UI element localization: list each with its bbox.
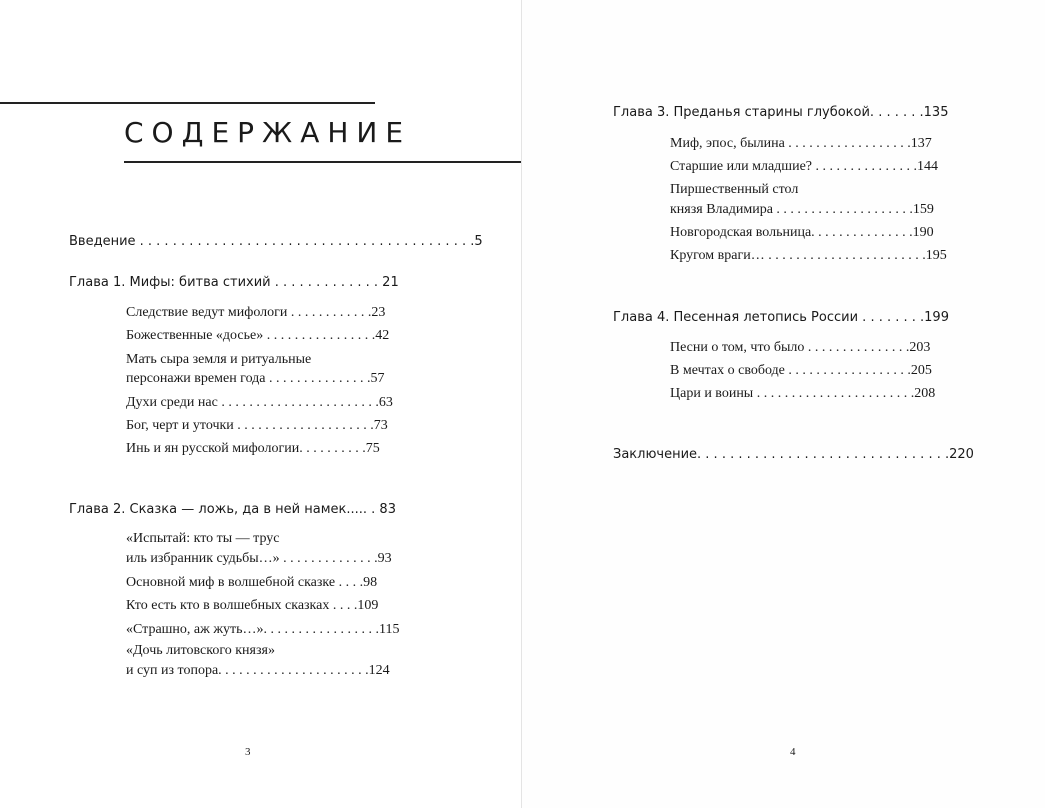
- toc-entry: Старшие или младшие? . . . . . . . . . . . . . . .144: [670, 159, 938, 174]
- page-title: СОДЕРЖАНИЕ: [124, 116, 412, 149]
- top-rule: [0, 102, 375, 104]
- page-number: 3: [245, 746, 251, 758]
- toc-entry: Цари и воины . . . . . . . . . . . . . . . . . . . . . . .208: [670, 386, 936, 401]
- title-underline: [124, 161, 521, 163]
- toc-entry: «Страшно, аж жуть…». . . . . . . . . . . . . . . . .115: [126, 622, 400, 637]
- toc-entry: Основной миф в волшебной сказке . . . .98: [126, 575, 378, 590]
- toc-entry: Новгородская вольница. . . . . . . . . . . . . . .190: [670, 225, 934, 240]
- toc-entry: «Дочь литовского князя»: [126, 643, 275, 658]
- toc-entry: и суп из топора. . . . . . . . . . . . . . . . . . . . . .124: [126, 663, 390, 678]
- toc-entry: князя Владимира . . . . . . . . . . . . . . . . . . . .159: [670, 202, 934, 217]
- toc-chapter-1: Глава 1. Мифы: битва стихий . . . . . . . . . . . . . 21: [69, 275, 399, 290]
- toc-entry: Миф, эпос, былина . . . . . . . . . . . . . . . . . .137: [670, 136, 932, 151]
- toc-entry: Божественные «досье» . . . . . . . . . . . . . . . .42: [126, 328, 390, 343]
- toc-entry: персонажи времен года . . . . . . . . . . . . . . .57: [126, 371, 385, 386]
- toc-chapter-2: Глава 2. Сказка — ложь, да в ней намек..... . 83: [69, 502, 396, 517]
- toc-entry: Кто есть кто в волшебных сказках . . . .109: [126, 598, 379, 613]
- toc-entry: иль избранник судьбы…» . . . . . . . . . . . . . .93: [126, 551, 392, 566]
- toc-entry: Следствие ведут мифологи . . . . . . . . . . . .23: [126, 305, 386, 320]
- toc-chapter-4: Глава 4. Песенная летопись России . . . . . . . .199: [613, 310, 949, 325]
- left-page: [0, 0, 521, 808]
- toc-entry: Духи среди нас . . . . . . . . . . . . . . . . . . . . . . .63: [126, 395, 393, 410]
- page-number: 4: [790, 746, 796, 758]
- toc-entry: Кругом враги… . . . . . . . . . . . . . . . . . . . . . . .195: [670, 248, 947, 263]
- right-page: [522, 0, 1045, 808]
- toc-entry: Бог, черт и уточки . . . . . . . . . . . . . . . . . . . .73: [126, 418, 388, 433]
- toc-entry: Инь и ян русской мифологии. . . . . . . . . .75: [126, 441, 380, 456]
- toc-entry: «Испытай: кто ты — трус: [126, 531, 280, 546]
- toc-chapter-3: Глава 3. Преданья старины глубокой. . . . . . .135: [613, 105, 949, 120]
- toc-entry: В мечтах о свободе . . . . . . . . . . . . . . . . . .205: [670, 363, 932, 378]
- toc-entry: Мать сыра земля и ритуальные: [126, 352, 312, 367]
- toc-entry: Песни о том, что было . . . . . . . . . . . . . . .203: [670, 340, 931, 355]
- toc-entry-conclusion: Заключение. . . . . . . . . . . . . . . . . . . . . . . . . . . . . . .220: [613, 447, 974, 462]
- toc-entry: Пиршественный стол: [670, 182, 799, 197]
- toc-entry-introduction: Введение . . . . . . . . . . . . . . . . . . . . . . . . . . . . . . . . . . . . . . . . .5: [69, 234, 483, 249]
